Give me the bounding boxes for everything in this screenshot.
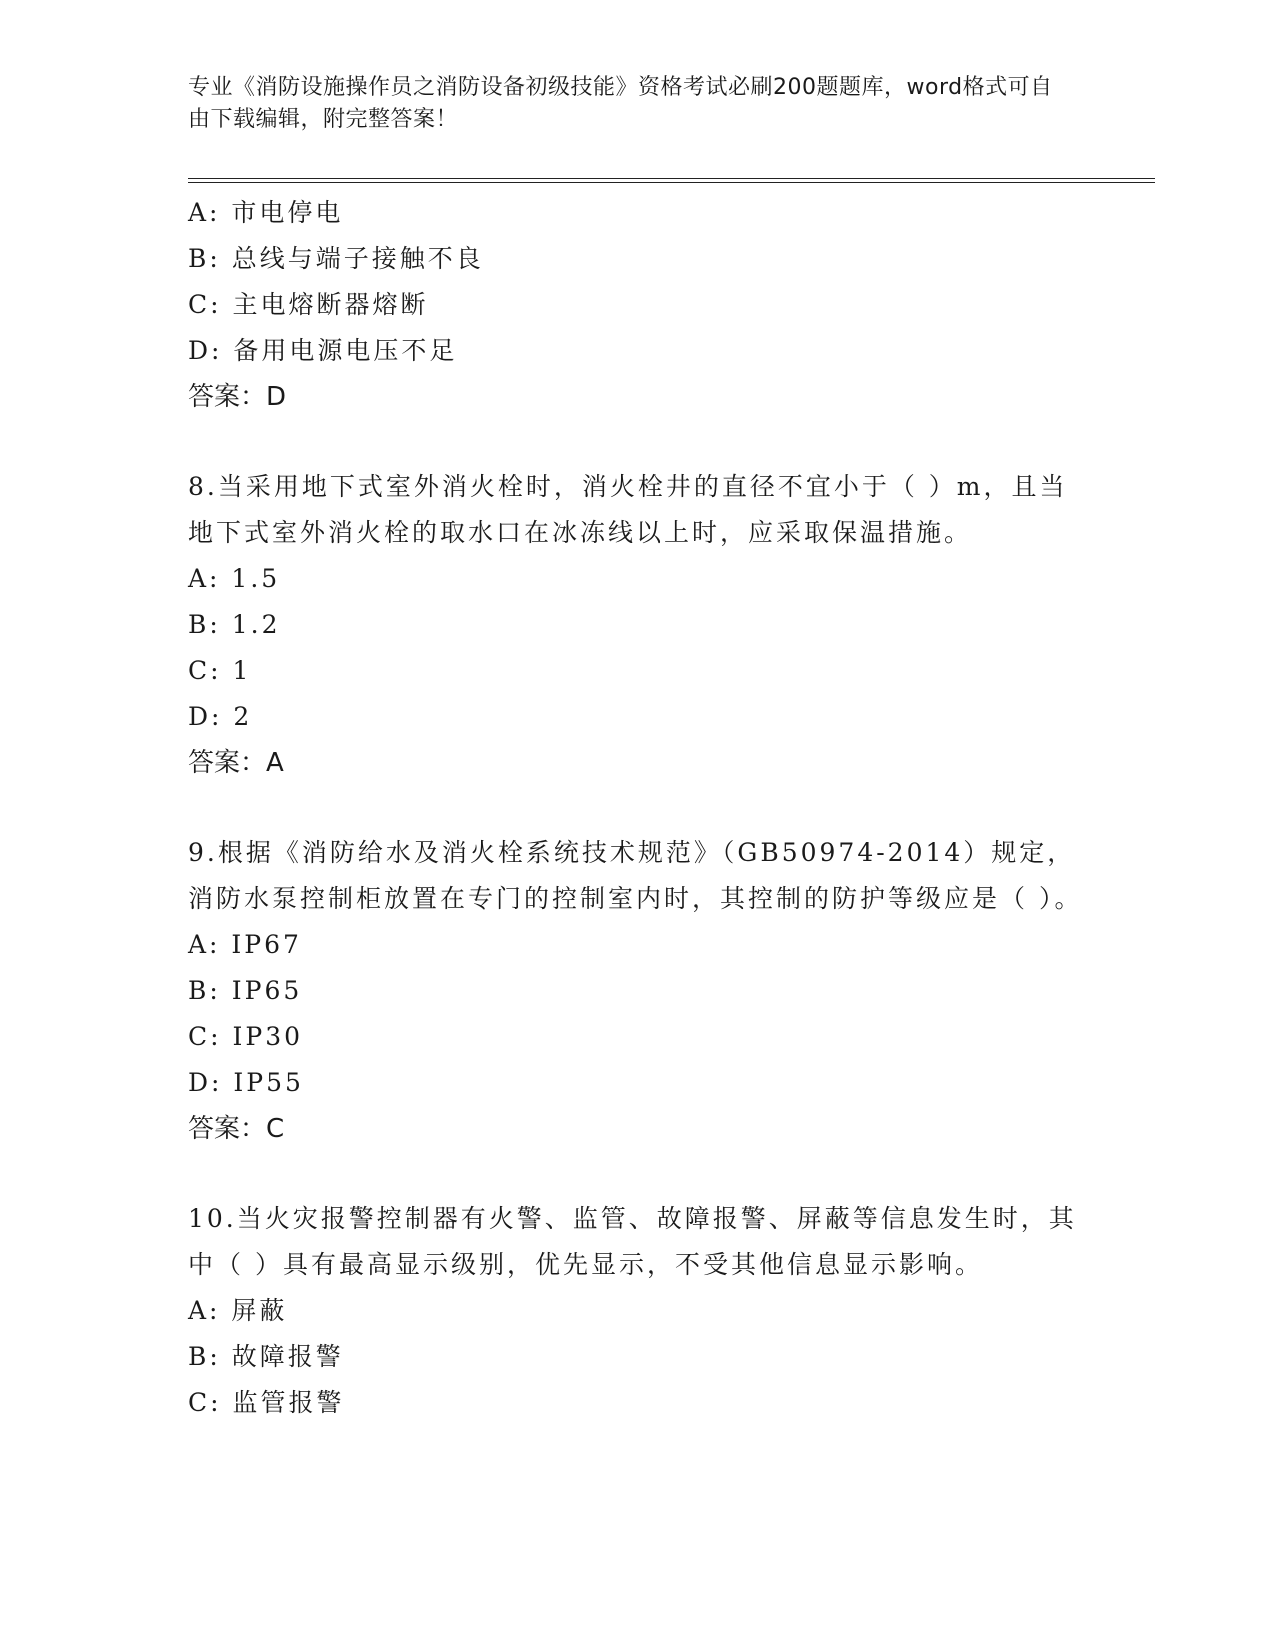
option-c: C: 1 (188, 656, 252, 685)
option-b: B: 故障报警 (188, 1342, 344, 1371)
header-rule-top (188, 178, 1155, 179)
option-c: C: 监管报警 (188, 1388, 345, 1417)
document-header: 专业《消防设施操作员之消防设备初级技能》资格考试必刷200题题库，word格式可自由下载编辑，附完整答案！ (188, 75, 1053, 132)
question-7-block (188, 190, 1088, 420)
option-b: B: IP65 (188, 976, 303, 1005)
question-list (188, 190, 1088, 1426)
question-9-block (188, 830, 1088, 1152)
option-a: A: 1.5 (188, 564, 281, 593)
question-stem: 9.根据《消防给水及消火栓系统技术规范》（GB50974-2014）规定，消防水泵控制柜放置在专门的控制室内时，其控制的防护等级应是（ ）。 (188, 838, 1083, 913)
option-d: D: 备用电源电压不足 (188, 336, 458, 365)
header-rule-bottom (188, 182, 1155, 183)
option-b: B: 1.2 (188, 610, 281, 639)
question-8-block (188, 464, 1088, 786)
option-c: C: IP30 (188, 1022, 304, 1051)
option-a: A: 市电停电 (188, 198, 344, 227)
answer-line: 答案：C (188, 1114, 285, 1144)
question-stem: 8.当采用地下式室外消火栓时，消火栓井的直径不宜小于（ ）m，且当地下式室外消火栓的取水口在冰冻线以上时，应采取保温措施。 (188, 472, 1068, 547)
option-d: D: IP55 (188, 1068, 304, 1097)
option-c: C: 主电熔断器熔断 (188, 290, 429, 319)
option-b: B: 总线与端子接触不良 (188, 244, 484, 273)
question-10-block (188, 1196, 1088, 1426)
answer-line: 答案：A (188, 748, 284, 778)
option-d: D: 2 (188, 702, 253, 731)
answer-line: 答案：D (188, 382, 287, 412)
question-stem: 10.当火灾报警控制器有火警、监管、故障报警、屏蔽等信息发生时，其中（ ）具有最高显示级别，优先显示，不受其他信息显示影响。 (188, 1204, 1077, 1279)
option-a: A: 屏蔽 (188, 1296, 288, 1325)
option-a: A: IP67 (188, 930, 302, 959)
